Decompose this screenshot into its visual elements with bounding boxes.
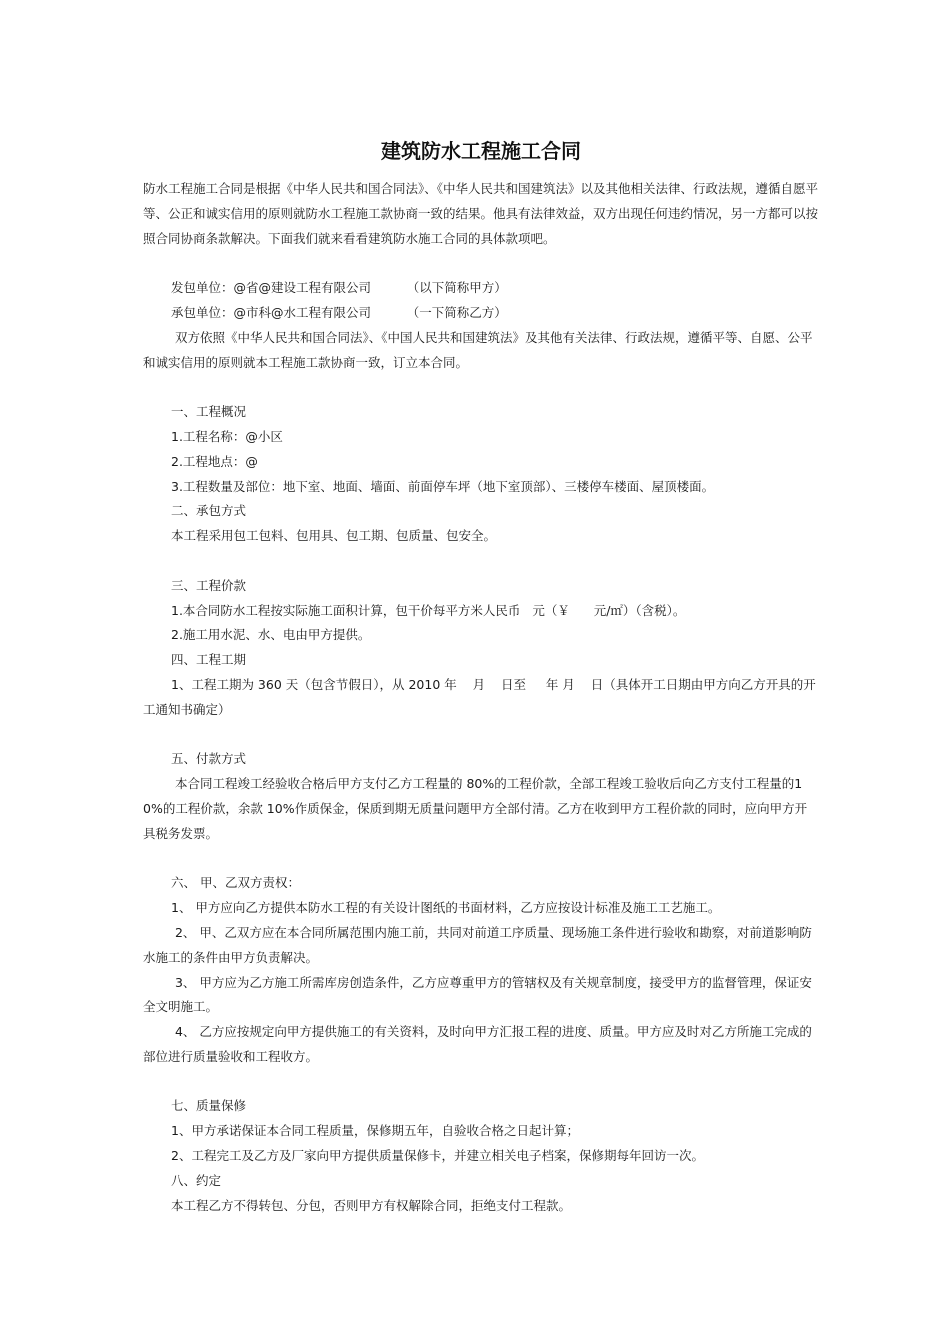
section-6-heading: 六、 甲、乙双方责权： xyxy=(171,875,300,891)
section-1-item-1: 1.工程名称：@小区 xyxy=(171,428,283,444)
section-3-heading: 三、工程价款 xyxy=(171,577,247,593)
section-7-heading: 七、质量保修 xyxy=(171,1098,247,1114)
section-8-heading: 八、约定 xyxy=(171,1172,222,1188)
section-6-item-2: 2、 甲、乙双方应在本合同所属范围内施工前，共同对前道工序质量、现场施工条件进行验收和勘察，对前道影响防水施工的条件由甲方负责解决。 xyxy=(143,924,812,965)
intro-paragraph: 防水工程施工合同是根据《中华人民共和国合同法》、《中华人民共和国建筑法》以及其他相关法律、行政法规，遵循自愿平等、公正和诚实信用的原则就防水工程施工款协商一致的结果。他具有法律效益，双方出现任何违约情况，另一方都可以按照合同协商条款解决。下面我们就来看看建筑防水施工合同的具体款项吧。 xyxy=(143,181,819,246)
section-6-item-4: 4、 乙方应按规定向甲方提供施工的有关资料，及时向甲方汇报工程的进度、质量。甲方应及时对乙方所施工完成的部位进行质量验收和工程收方。 xyxy=(143,1024,812,1064)
preamble-paragraph: 双方依照《中华人民共和国合同法》、《中国人民共和国建筑法》及其他有关法律、行政法规，遵循平等、自愿、公平和诚实信用的原则就本工程施工款协商一致，订立本合同。 xyxy=(143,329,813,370)
section-5-text: 本合同工程竣工经验收合格后甲方支付乙方工程量的 80%的工程价款，全部工程竣工验收后向乙方支付工程量的10%的工程价款，余款 10%作质保金，保质到期无质量问题甲方全部付清。乙方在收到甲方工程价款的同时，应向甲方开具税务发票。 xyxy=(143,776,808,841)
spacer xyxy=(143,251,819,276)
spacer xyxy=(143,1070,819,1095)
section-7-item-1: 1、甲方承诺保证本合同工程质量，保修期五年，自验收合格之日起计算； xyxy=(171,1123,579,1139)
spacer xyxy=(143,549,819,574)
section-2-text: 本工程采用包工包料、包用具、包工期、包质量、包安全。 xyxy=(171,528,497,544)
section-8-text: 本工程乙方不得转包、分包，否则甲方有权解除合同，拒绝支付工程款。 xyxy=(171,1197,572,1213)
section-1-item-2: 2.工程地点：@ xyxy=(171,453,258,469)
spacer xyxy=(143,723,819,748)
document-title: 建筑防水工程施工合同 xyxy=(381,139,581,163)
section-4-item-1: 1、工程工期为 360 天（包含节假日），从 2010 年 月 日至 年 月 日（具体开工日期由甲方向乙方开具的开工通知书确定） xyxy=(143,676,816,717)
spacer xyxy=(143,375,819,400)
spacer xyxy=(143,847,819,872)
section-6-item-1: 1、 甲方应向乙方提供本防水工程的有关设计图纸的书面材料，乙方应按设计标准及施工工艺施工。 xyxy=(171,900,721,916)
section-7-item-2: 2、工程完工及乙方及厂家向甲方提供质量保修卡，并建立相关电子档案，保修期每年回访一次。 xyxy=(171,1148,704,1164)
section-5-heading: 五、付款方式 xyxy=(171,751,247,767)
section-6-item-3: 3、 甲方应为乙方施工所需库房创造条件，乙方应尊重甲方的管辖权及有关规章制度，接受甲方的监督管理，保证安全文明施工。 xyxy=(143,974,812,1015)
section-2-heading: 二、承包方式 xyxy=(171,503,247,519)
section-3-item-1: 1.本合同防水工程按实际施工面积计算，包干价每平方米人民币 元（￥ 元/㎡）（含税）。 xyxy=(171,602,686,618)
party-a-line: 发包单位：@省@建设工程有限公司 （以下简称甲方） xyxy=(171,280,507,296)
party-b-line: 承包单位：@市科@水工程有限公司 （一下简称乙方） xyxy=(171,304,507,320)
section-1-heading: 一、工程概况 xyxy=(171,404,247,420)
section-4-heading: 四、工程工期 xyxy=(171,652,247,668)
document-page xyxy=(143,138,819,1218)
section-1-item-3: 3.工程数量及部位：地下室、地面、墙面、前面停车坪（地下室顶部）、三楼停车楼面、屋顶楼面。 xyxy=(171,478,715,494)
section-3-item-2: 2.施工用水泥、水、电由甲方提供。 xyxy=(171,627,371,643)
